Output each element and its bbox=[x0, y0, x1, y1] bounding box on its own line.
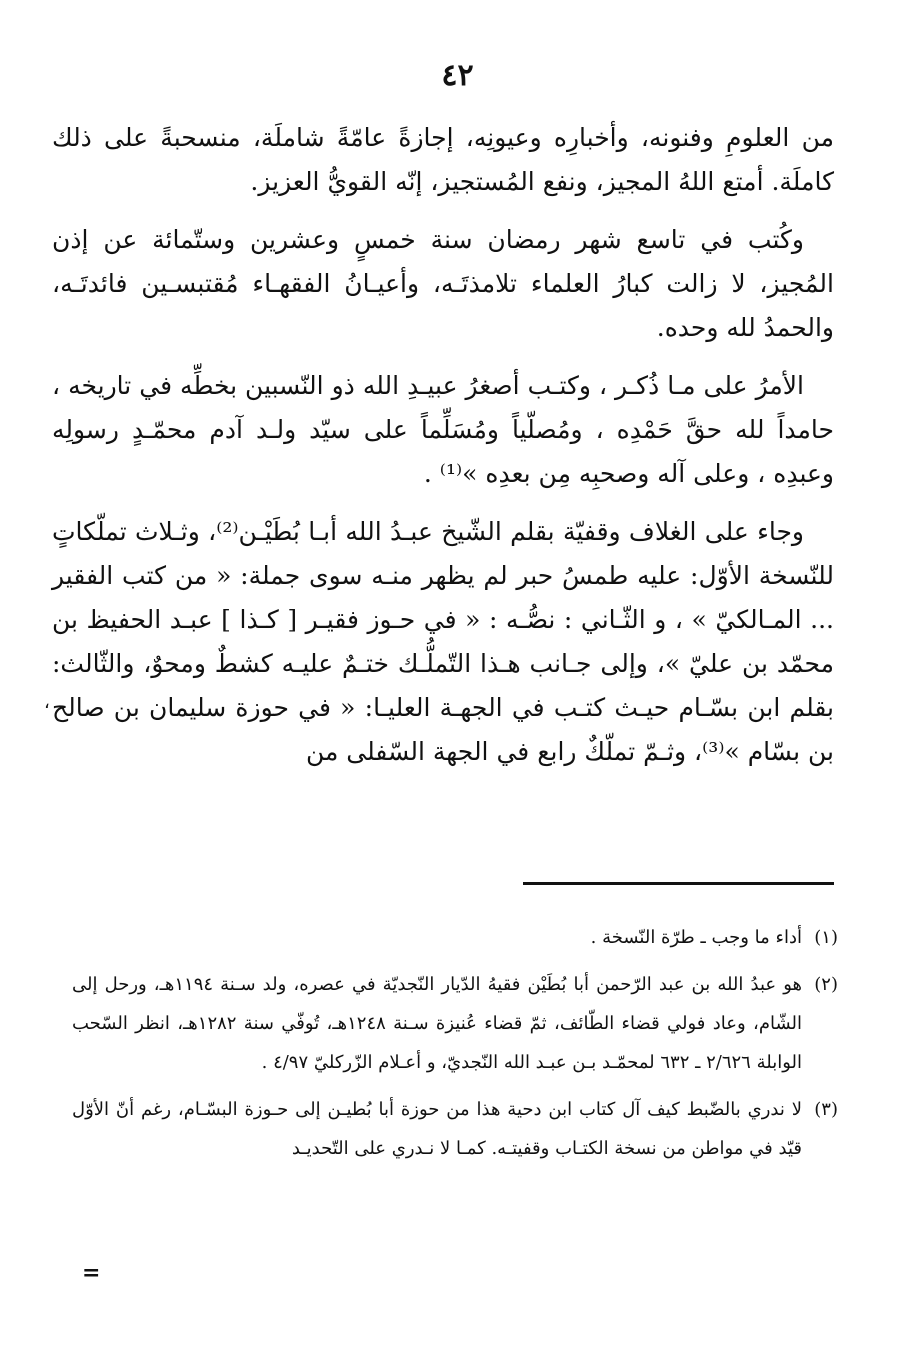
paragraph: من العلومِ وفنونه، وأخبارِه وعيونِه، إجازةً عامّةً شاملَة، منسحبةً على ذلك كاملَة. أمتع اللهُ المجيز، ونفع المُستجيز، إنّه القويُّ العزيز. bbox=[52, 123, 834, 196]
footnote-marker: (٢) bbox=[814, 974, 838, 995]
margin-mark: ، bbox=[44, 692, 50, 713]
footnote bbox=[72, 918, 838, 957]
paragraph: الأمرُ على مـا ذُكـر ، وكتـب أصغرُ عبيـدِ الله ذو النّسبين بخطِّه في تاريخه ، حامداً لله حقَّ حَمْدِه ، ومُصلّياً ومُسَلِّماً على سيّد ولـد آدم محمّـدٍ رسولِه وعبدِه ، وعلى آله وصحبِه مِن بعدِه »⁽¹⁾ . bbox=[52, 371, 834, 488]
footnotes-section bbox=[72, 918, 838, 1176]
footnote-marker: (٣) bbox=[814, 1099, 838, 1120]
paragraph: وكُتب في تاسع شهر رمضان سنة خمسٍ وعشرين وستّمائة عن إذن المُجيز، لا زالت كبارُ العلماء تلامذتَـه، وأعيـانُ الفقهـاء مُقتبسـين فائدتَـه، والحمدُ لله وحده. bbox=[52, 225, 834, 342]
footnote-text: لا ندري بالضّبط كيف آل كتاب ابن دحية هذا من حوزة أبا بُطيـن إلى حـوزة البسّـام، رغم أنّ الأوّل قيّد في مواطن من نسخة الكتـاب وقفيتـه. كمـا لا نـدري على التّحديـد bbox=[72, 1099, 802, 1159]
footnote-marker: (١) bbox=[814, 927, 838, 948]
footnote bbox=[72, 1090, 838, 1168]
continuation-mark: = bbox=[82, 1260, 101, 1286]
footnote-divider bbox=[523, 882, 834, 885]
footnote-text: أداء ما وجب ـ طرّة النّسخة . bbox=[590, 927, 802, 948]
paragraph: وجاء على الغلاف وقفيّة بقلم الشّيخ عبـدُ الله أبـا بُطَيْـن⁽²⁾، وثـلاث تملّكاتٍ للنّسخة الأوّل: عليه طمسُ حبر لم يظهر منـه سوى جملة: « من كتب الفقير ... المـالكيّ » ، و الثّـاني : نصُّـه : « في حـوز فقيـر [ كـذا ] عبـد الحفيظ بن محمّد بن عليّ »، وإلى جـانب هـذا التّملُّـك ختـمٌ عليـه كشطٌ ومحوٌ، والثّالث: بقلم ابن بسّـام حيـث كتـب في الجهـة العليـا: « في حوزة سليمان بن صالح بن بسّام »⁽³⁾، وثـمّ تملّكٌ رابع في الجهة السّفلى من bbox=[52, 517, 834, 766]
main-text bbox=[52, 116, 834, 788]
footnote bbox=[72, 965, 838, 1082]
footnote-text: هو عبدُ الله بن عبد الرّحمن أبا بُطَيْن فقيهُ الدّيار النّجديّة في عصره، ولد سـنة ١١٩٤هـ، ورحل إلى الشّام، وعاد فولي قضاء الطّائف، ثمّ قضاء عُنيزة سـنة ١٢٤٨هـ، تُوفّي سنة ١٢٨٢هـ، انظر السّحب الوابلة ٢/٦٢٦ ـ ٦٣٢ لمحمّـد بـن عبـد الله النّجديّ، و أعـلام الزّركليّ ٤/٩٧ . bbox=[72, 974, 803, 1073]
page-number: ٤٢ bbox=[441, 58, 474, 93]
